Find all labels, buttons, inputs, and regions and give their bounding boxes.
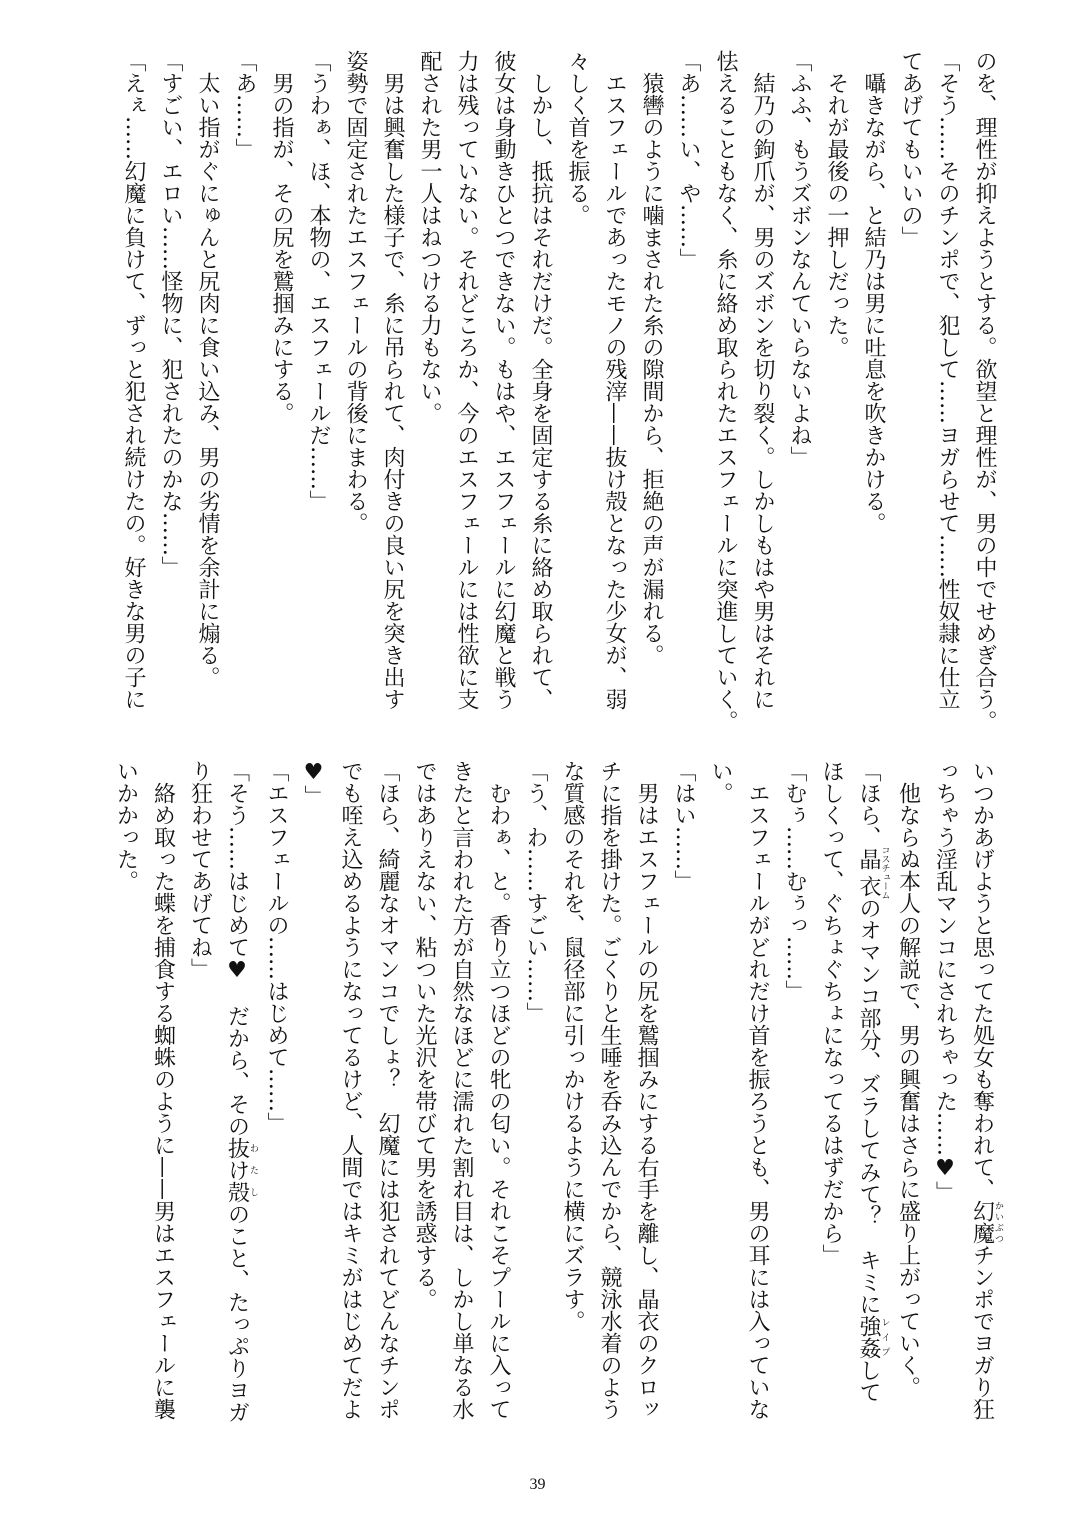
text-line: きたと言われた方が自然なほどに濡れた割れ目は、しかし単なる水 — [449, 760, 474, 1420]
text-line: それが最後の一押しだった。 — [824, 50, 849, 358]
text-line: エスフェールであったモノの残滓——抜け殻となった少女が、弱 — [602, 50, 627, 710]
text-line: エスフェールがどれだけ首を振ろうとも、男の耳には入っていな — [745, 760, 770, 1420]
text-line: 男の指が、その尻を鷲掴みにする。 — [269, 50, 294, 424]
text-line — [219, 760, 259, 1450]
text-line: いかかった。 — [113, 760, 139, 892]
ruby-reading: かいぶつ — [993, 1200, 1003, 1244]
ruby-base: 抜け殻 — [224, 1137, 250, 1203]
text-line: 「はい……」 — [671, 760, 696, 892]
ruby-word — [224, 1137, 258, 1203]
text-segment: チンポでヨガり狂 — [969, 1244, 995, 1420]
text-line: い。 — [708, 760, 733, 804]
text-line: 力は残っていない。それどころか、今のエスフェールには性欲に支 — [454, 50, 479, 710]
text-line: 絡め取った蝶を捕食する蜘蛛のように——男はエスフェールに襲 — [150, 760, 176, 1420]
ruby-reading: わたし — [248, 1137, 258, 1203]
text-line: むわぁ、と。香り立つほどの牝の匂い。それこそプールに入って — [486, 760, 511, 1420]
text-line: のを、理性が抑えようとする。欲望と理性が、男の中でせめぎ合う。 — [972, 50, 997, 732]
text-line: 配された男一人はねつける力もない。 — [417, 50, 442, 424]
text-segment: のオマンコ部分、ズラしてみて？ キミに — [856, 897, 881, 1315]
text-line: ほしくって、ぐちょぐちょになってるはずだから」 — [819, 760, 844, 1266]
text-line: 「う、わ……すごい……」 — [523, 760, 548, 1024]
text-line: 「エスフェールの……はじめて……」 — [264, 760, 289, 1134]
page-number: 39 — [529, 1476, 546, 1493]
text-line: 太い指がぐにゅんと尻肉に食い込み、男の劣情を余計に煽る。 — [195, 50, 220, 688]
text-line: 囁きながら、と結乃は男に吐息を吹きかける。 — [861, 50, 886, 534]
text-line: 怯えることもなく、糸に絡め取られたエスフェールに突進していく。 — [713, 50, 738, 732]
text-line: 「あ……い、や……」 — [676, 50, 701, 270]
text-line — [850, 760, 890, 1450]
text-line: 「そう……そのチンポで、犯して……ヨガらせて……性奴隷に仕立 — [935, 50, 960, 710]
ruby-base: 幻魔 — [969, 1200, 995, 1244]
ruby-reading: コスチューム — [879, 845, 890, 900]
text-line: チに指を掛けた。ごくりと生唾を呑み込んでから、競泳水着のよう — [597, 760, 622, 1420]
text-line: でも咥え込めるようになってるけど、人間ではキミがはじめてだよ — [338, 760, 363, 1420]
text-line: 「むぅ……むぅっ……」 — [782, 760, 807, 1002]
ruby-word — [969, 1200, 1003, 1244]
ruby-word — [856, 845, 890, 900]
text-line: 々しく首を振る。 — [565, 50, 590, 226]
text-line: な質感のそれを、鼠径部に引っかけるように横にズラす。 — [560, 760, 585, 1332]
ruby-base: 強姦 — [856, 1315, 881, 1359]
ruby-base: 晶衣 — [856, 845, 881, 900]
ruby-reading: レイプ — [879, 1315, 890, 1359]
text-line: てあげてもいいの」 — [898, 50, 923, 248]
text-line: 姿勢で固定されたエスフェールの背後にまわる。 — [343, 50, 368, 534]
text-segment: 「ほら、 — [856, 760, 881, 848]
text-line: 男は興奮した様子で、糸に吊られて、肉付きの良い尻を突き出す — [380, 50, 405, 710]
text-block-top — [103, 50, 1003, 740]
text-line: 猿轡のように噛まされた糸の隙間から、拒絶の声が漏れる。 — [639, 50, 664, 666]
text-line: 「えぇ……幻魔に負けて、ずっと犯され続けたの。好きな男の子に — [121, 50, 146, 710]
text-line: っちゃう淫乱マンコにされちゃった……♥」 — [932, 760, 958, 1203]
ruby-word — [856, 1315, 890, 1359]
text-line: 「すごい、エロい……怪物に、犯されたのかな……」 — [158, 50, 183, 578]
text-line: 「うわぁ、ほ、本物の、エスフェールだ……」 — [306, 50, 331, 512]
text-line: ♥」 — [301, 760, 326, 807]
text-line: 他ならぬ本人の解説で、男の興奮はさらに盛り上がっていく。 — [895, 760, 921, 1398]
text-line: 「ふふ、もうズボンなんていらないよね」 — [787, 50, 812, 468]
text-segment: 「そう……はじめて♥ だから、その — [224, 760, 250, 1137]
text-line: 「あ……」 — [232, 50, 257, 160]
text-segment: して — [856, 1359, 881, 1403]
text-line: 「ほら、綺麗なオマンコでしょ？ 幻魔には犯されてどんなチンポ — [375, 760, 400, 1420]
text-line: 彼女は身動きひとつできない。もはや、エスフェールに幻魔と戦う — [491, 50, 516, 710]
text-line: 男はエスフェールの尻を鷲掴みにする右手を離し、晶衣のクロッ — [634, 760, 659, 1420]
text-line: しかし、抵抗はそれだけだ。全身を固定する糸に絡め取られて、 — [528, 50, 553, 710]
text-line: 結乃の鉤爪が、男のズボンを切り裂く。しかしもはや男はそれに — [750, 50, 775, 710]
text-block-bottom — [103, 760, 1003, 1450]
text-line: ではありえない、粘ついた光沢を帯びて男を誘惑する。 — [412, 760, 437, 1310]
text-segment: のこと、たっぷりヨガ — [224, 1203, 250, 1423]
text-segment: いつかあげようと思ってた処女も奪われて、 — [969, 760, 995, 1200]
text-line: り狂わせてあげてね」 — [187, 760, 213, 980]
text-line — [964, 760, 1004, 1450]
